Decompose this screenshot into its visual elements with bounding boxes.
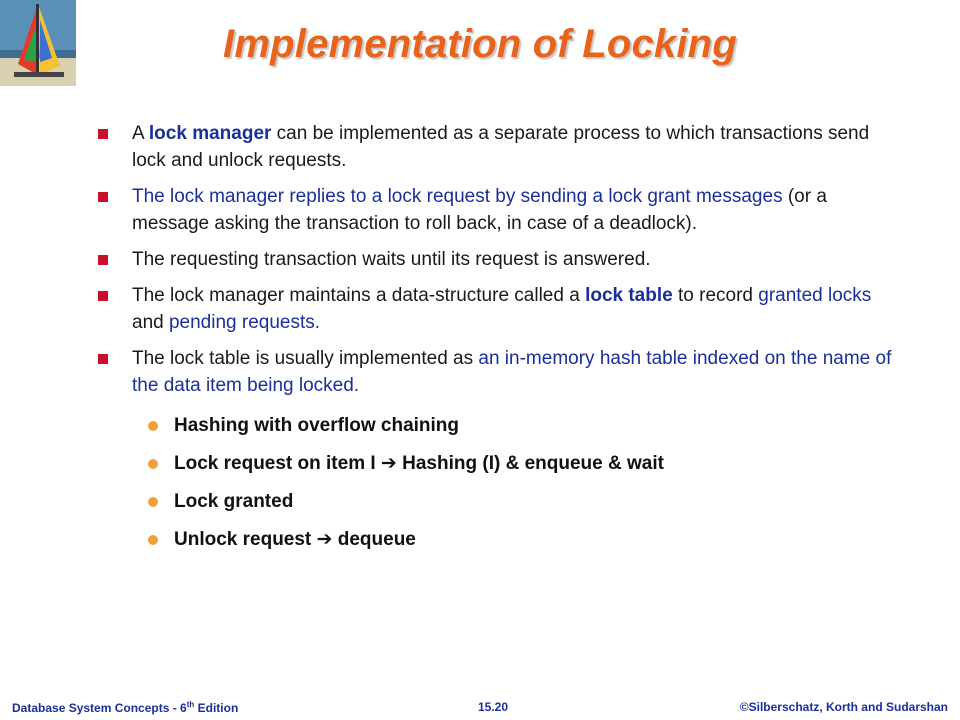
bullet-lock-grant	[96, 183, 896, 237]
term-hash-table: an in-memory hash table indexed on the name of the data item being locked.	[132, 348, 892, 396]
term-lock-manager: lock manager	[148, 123, 272, 144]
bullet-text: A	[132, 123, 149, 144]
square-bullet-icon	[98, 255, 108, 265]
sub-bullet-text: Unlock request ➔ dequeue	[174, 529, 416, 550]
bullet-text: (or a message asking the transaction to roll back, in case of a deadlock).	[132, 186, 827, 234]
footer-copyright: ©Silberschatz, Korth and Sudarshan	[739, 700, 948, 714]
round-bullet-icon	[148, 535, 158, 545]
bullet-text: The lock manager maintains a data-structure called a	[132, 285, 586, 306]
term-lock-table: lock table	[585, 285, 673, 306]
sub-bullet-text: Lock granted	[174, 491, 294, 512]
footer-edition-sup: th	[186, 700, 195, 709]
square-bullet-icon	[98, 129, 108, 139]
square-bullet-icon	[98, 354, 108, 364]
term-granted-locks: granted locks	[758, 285, 872, 306]
bullet-waits	[96, 246, 896, 273]
square-bullet-icon	[98, 192, 108, 202]
bullet-lock-manager	[96, 120, 896, 174]
slide-footer	[0, 696, 960, 720]
bullet-text: The lock table is usually implemented as	[132, 348, 479, 369]
slide-title: Implementation of Locking	[223, 22, 737, 66]
sub-bullet-unlock	[96, 526, 896, 553]
sub-bullet-text: Hashing with overflow chaining	[174, 415, 460, 436]
term-pending-requests: pending requests	[168, 312, 315, 333]
bullet-lock-table	[96, 282, 896, 336]
footer-edition-text: Edition	[194, 701, 239, 715]
sub-bullet-lock-request	[96, 450, 896, 477]
sub-bullet-lock-granted	[96, 488, 896, 515]
footer-book-text: Database System Concepts - 6	[12, 701, 187, 715]
bullet-text: to record	[672, 285, 759, 306]
bullet-text: can be implemented as a separate process to which transactions send lock and unlock requests.	[132, 123, 870, 171]
footer-page-number: 15.20	[478, 700, 509, 714]
round-bullet-icon	[148, 497, 158, 507]
sub-bullet-text: Lock request on item I ➔ Hashing (I) & enqueue & wait	[174, 453, 664, 474]
bullet-text-blue: The lock manager replies to a lock request by sending a lock grant messages	[132, 186, 783, 207]
square-bullet-icon	[98, 291, 108, 301]
round-bullet-icon	[148, 459, 158, 469]
round-bullet-icon	[148, 421, 158, 431]
bullet-text: and	[132, 312, 169, 333]
bullet-list	[96, 120, 896, 564]
bullet-text: The requesting transaction waits until its request is answered.	[132, 249, 651, 270]
sub-bullet-hashing	[96, 412, 896, 439]
bullet-hash-table	[96, 345, 896, 399]
footer-book-title	[12, 700, 238, 715]
bullet-text: .	[314, 312, 321, 333]
